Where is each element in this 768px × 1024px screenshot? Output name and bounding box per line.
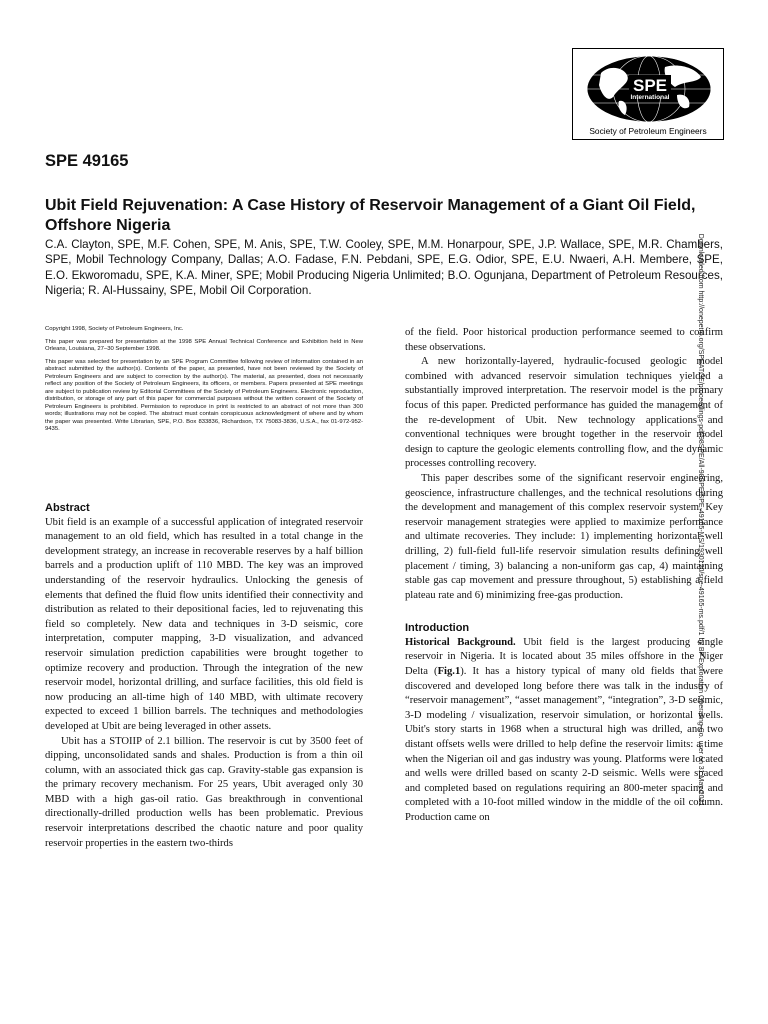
- logo-wordmark: SPE: [632, 76, 668, 95]
- abstract-heading: Abstract: [45, 502, 90, 514]
- historical-text: ). It has a history typical of many old fields that were discovered and developed long before there was talk in the industry of “reservoir management”, “asset management”, “integration”, 3-D seismic, 3-D modeling / visualization, reservoir simulation, or horizontal wells. Ubit's story starts in 1968 when a structural high was drilled, and two distant offsets wells were drilled to help define the reservoir limits: a time when the Nigerian oil and gas industry was young. Platforms were located and wells were drilled based on scanty 2-D seismic. Wells were spaced and completed based on regulations requiring an 800-meter spacing and completed with a 10-foot milled window in the middle of the oil column. Production came on: [405, 666, 723, 823]
- right-column: [405, 326, 723, 826]
- historical-text: Ubit field is the largest producing single reservoir in Nigeria. It is located about 35 miles offshore in the Niger Delta (: [405, 636, 723, 678]
- review-disclaimer: This paper was selected for presentation by an SPE Program Committee following review of information contained in an abstract submitted by the author(s). Contents of the paper, as presented, have not been reviewed by the Society of Petroleum Engineers and are subject to correction by the author(s). The material, as presented, does not necessarily reflect any position of the Society of Petroleum Engineers, its officers, or members. Papers presented at SPE meetings are subject to publication review by Editorial Committees of the Society of Petroleum Engineers. Electronic reproduction, distribution, or storage of any part of this paper for commercial purposes without the written consent of the Society of Petroleum Engineers is prohibited. Permission to reproduce in print is restricted to an abstract of not more than 300 words; illustrations may not be copied. The abstract must contain conspicuous acknowledgment of where and by whom the paper was presented. Write Librarian, SPE, P.O. Box 833836, Richardson, TX 75083-3836, U.S.A., fax 01-972-952-9435.: [45, 358, 363, 432]
- logo-subtitle: International: [630, 94, 670, 101]
- logo-organization: Society of Petroleum Engineers: [589, 126, 707, 136]
- historical-background-paragraph: [405, 636, 723, 826]
- copyright-line: Copyright 1998, Society of Petroleum Engineers, Inc.: [45, 326, 184, 332]
- body-paragraph: A new horizontally-layered, hydraulic-focused geologic model combined with advanced reservoir simulation techniques yielded a substantially improved interpretation. The reservoir model is the primary focus of this paper. Predicted performance has guided the management of the re-development of Ubit. New technology applications and conventional techniques were brought together in the reservoir model design to capture the geologic elements controlling flow, and the dynamic processes controlling recovery.: [405, 356, 723, 470]
- abstract-paragraph: Ubit field is an example of a successful application of integrated reservoir management to an old field, which has resulted in a total change in the development strategy, an increase in recoverable reserves by a half billion barrels and a production uplift of 110 MBD. The key was an improved understanding of the reservoir hydraulics. Unlocking the genesis of elements that defined the fluid flow units identified their connectivity and distribution as related to their depositional facies, led to rejuvenating this field so completely. New data and techniques in 3-D seismic, core interpretation, computer mapping, 3-D visualization, and advanced reservoir simulation prediction capabilities were brought together to optimize recovery and production. Through the integration of the new reservoir model, horizontal drilling, and surface facilities, this old field is now producing an all-time high of 140 MBD, with ultimate recovery expected to exceed 1 billion barrels. The techniques and methodologies developed at Ubit are being leveraged in other assets.: [45, 516, 363, 732]
- historical-background-label: Historical Background.: [405, 636, 516, 648]
- globe-icon: [579, 53, 719, 127]
- copyright-notice: [45, 326, 363, 439]
- abstract-paragraph: Ubit has a STOIIP of 2.1 billion. The reservoir is cut by 3500 feet of dipping, unconsolidated sands and shales. Production is from a thin oil column, with an associated thick gas cap. Gravity-stable gas expansion is the primary recovery mechanism. For 25 years, Ubit averaged only 30 MBD with a high gas-oil ratio. Gas breakthrough in conventional directionally-drilled production wells has been problematic. Previous reservoir interpretations described the chaotic nature and poor quality reservoir properties in the eastern two-thirds: [45, 735, 363, 849]
- paper-id: SPE 49165: [45, 152, 129, 170]
- paper-title: Ubit Field Rejuvenation: A Case History of Reservoir Management of a Giant Oil Field, Offshore Nigeria: [45, 197, 696, 234]
- figure-reference: Fig.1: [437, 666, 461, 678]
- left-column: [45, 501, 363, 851]
- spe-logo: [572, 48, 724, 140]
- download-notice: Downloaded from http://onepetro.org/SPEATCE/proceedings-pdf/98SPE/All-98SPE/SPE-49165-MS/1930120/spe-49165-ms.pdf/1 by BP Exploration Operating Co. user on 31 May 2021: [697, 233, 704, 807]
- introduction-heading: Introduction: [405, 622, 470, 635]
- author-list: C.A. Clayton, SPE, M.F. Cohen, SPE, M. Anis, SPE, T.W. Cooley, SPE, M.M. Honarpour, SPE, J.P. Wallace, SPE, M.R. Chambers, SPE, Mobil Technology Company, Dallas; A.O. Fadase, F.N. Pebdani, SPE, E.G. Odior, SPE, E.U. Nwaeri, A.H. Membere, SPE, E.O. Ekworomadu, SPE, K.A. Miner, SPE; Mobil Producing Nigeria Unlimited; B.O. Ogunjana, Department of Petroleum Resources, Nigeria; R. Al-Hussainy, SPE, Mobil Oil Corporation.: [45, 238, 723, 298]
- body-paragraph: of the field. Poor historical production performance seemed to confirm these observations.: [405, 327, 723, 353]
- body-paragraph: This paper describes some of the significant reservoir engineering, geoscience, infrastructure challenges, and the technical resolutions during the development and management of this complex reservoir system. Key reservoir management strategies were applied to maximize performance and ultimate recoveries. They include: 1) implementing horizontal well drilling, 2) full-field full-life reservoir simulation results defining well placement / timing, 3) balancing a non-uniform gas cap, 4) maintaining stable gas cap movement and pressure throughout, 5) establishing a field plateau rate and 6) minimizing free-gas production.: [405, 472, 723, 601]
- presentation-note: This paper was prepared for presentation at the 1998 SPE Annual Technical Conference and Exhibition held in New Orleans, Louisiana, 27–30 September 1998.: [45, 338, 363, 352]
